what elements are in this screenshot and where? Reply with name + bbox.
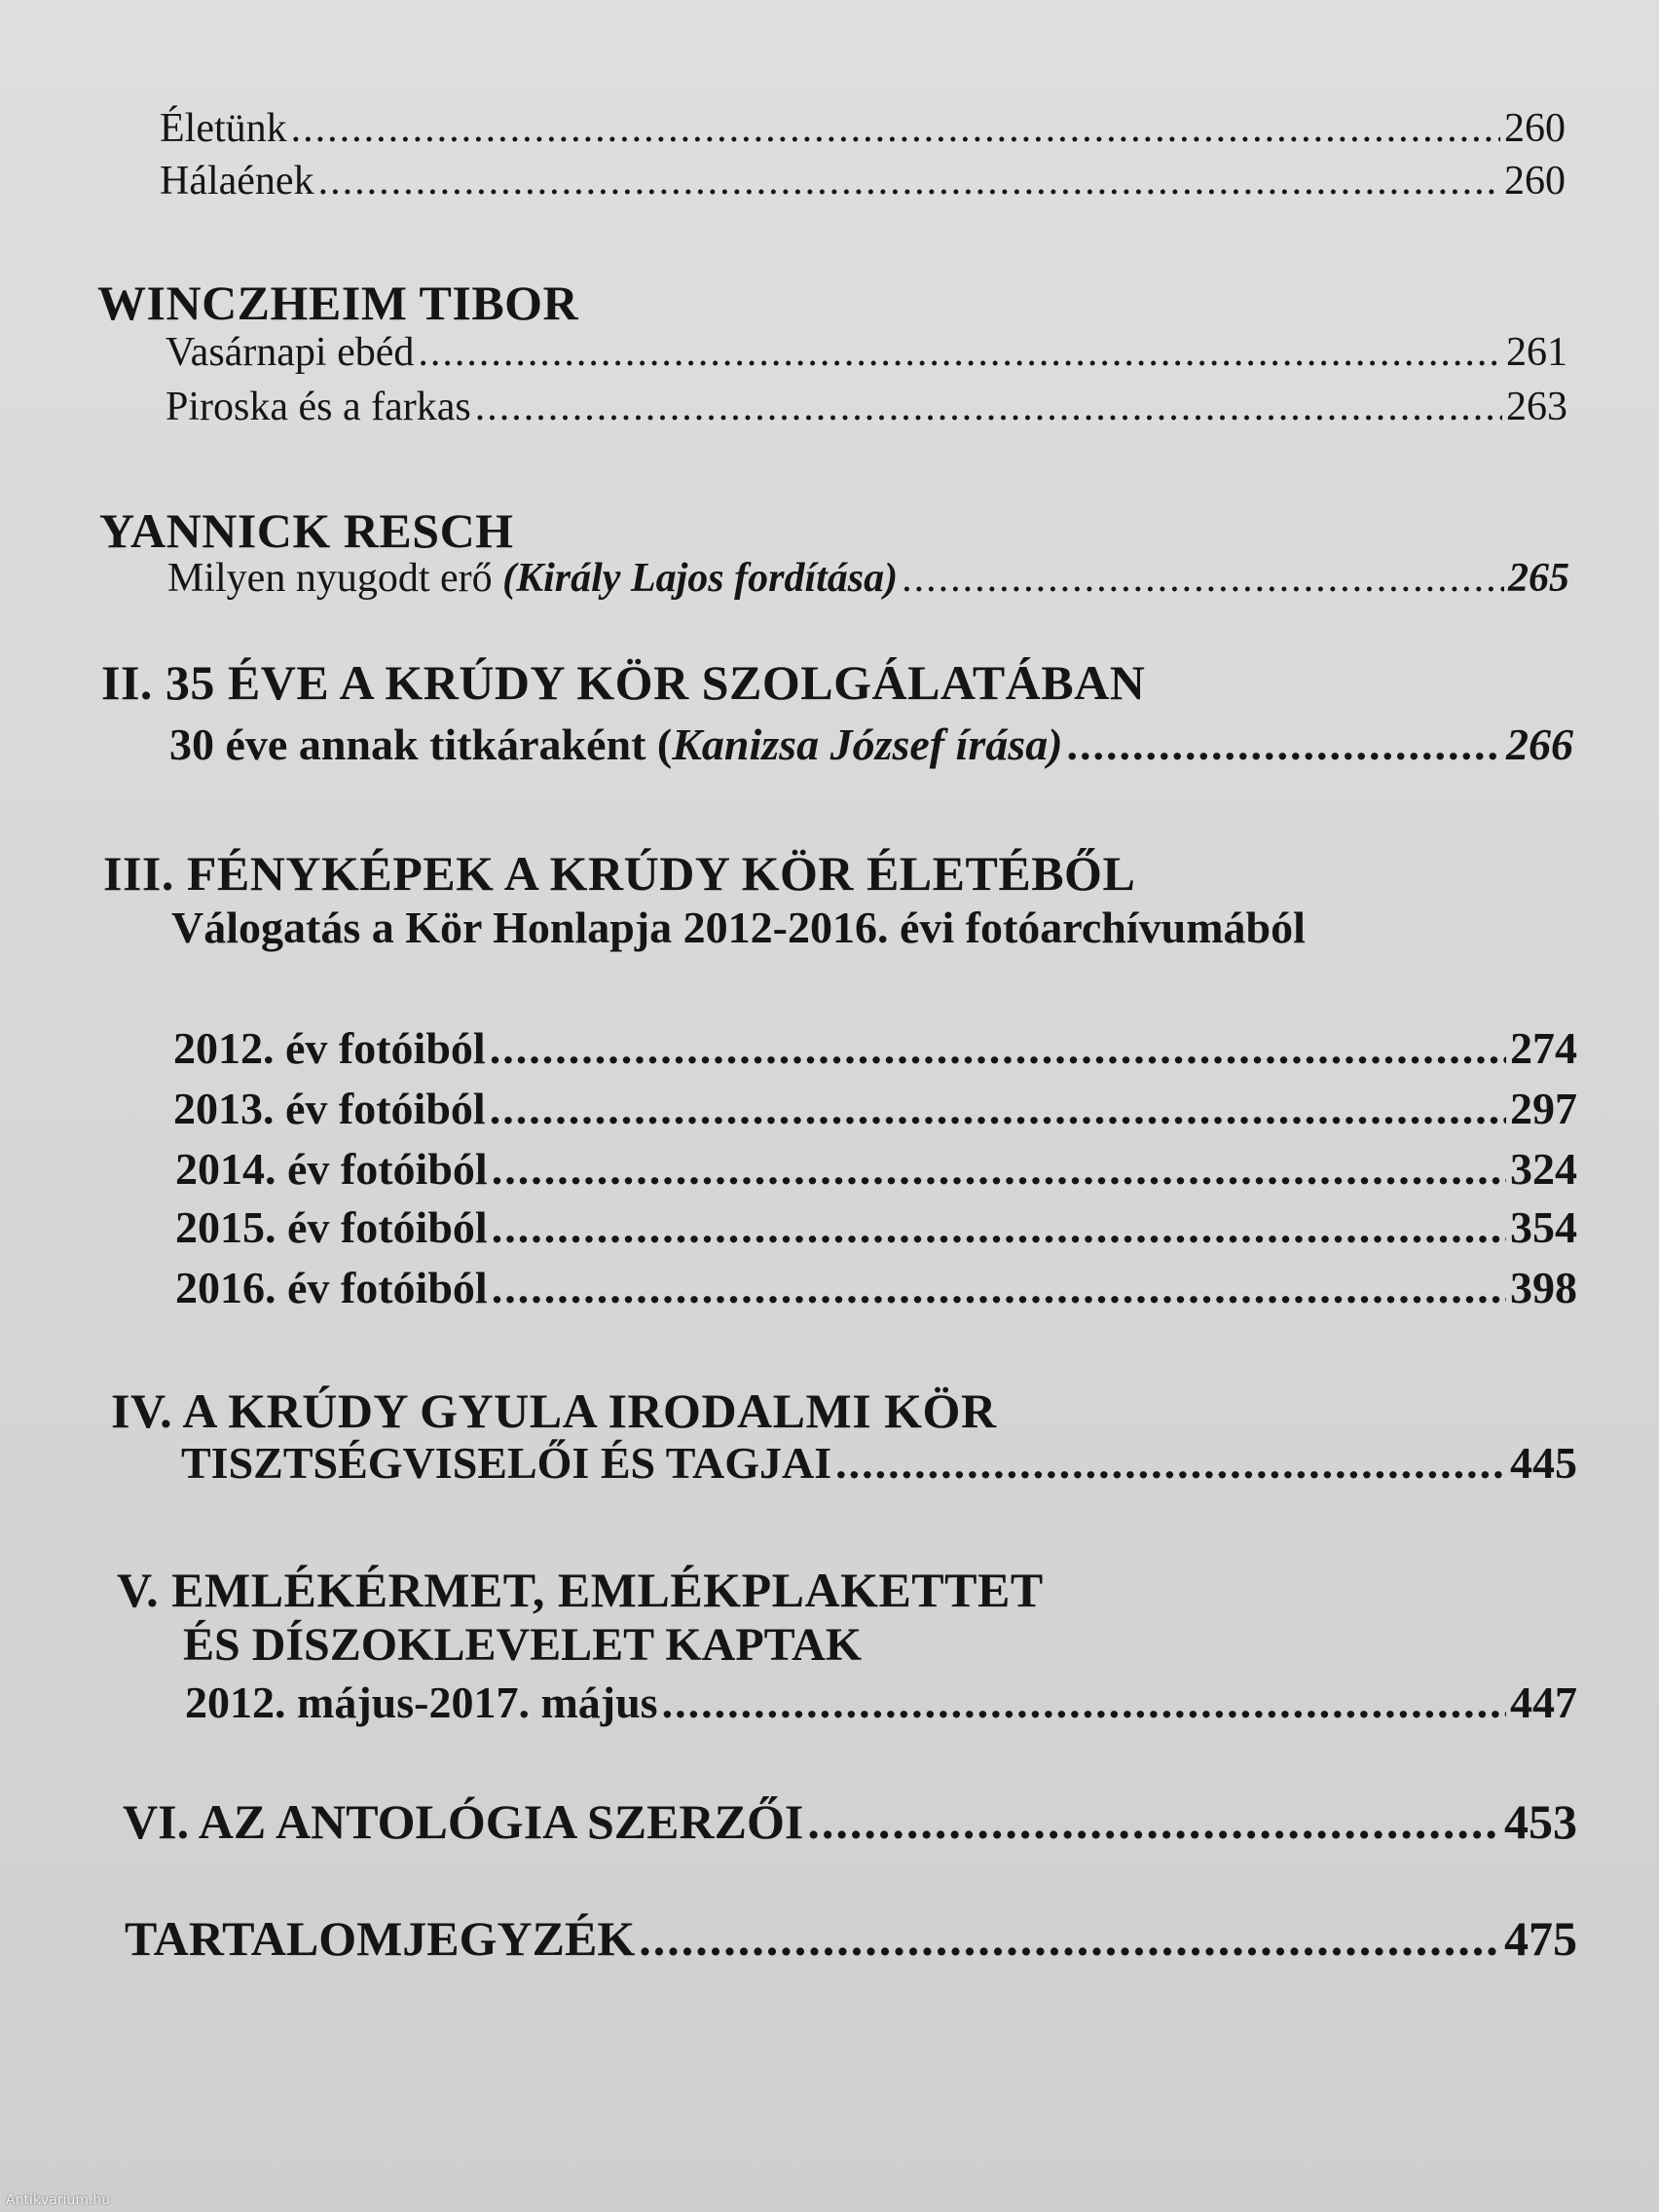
toc-entry (175, 1262, 1577, 1313)
toc-entry (173, 1083, 1577, 1134)
toc-entry-page: 354 (1510, 1202, 1577, 1252)
toc-entry-author: Kanizsa József írása) (672, 719, 1063, 769)
leader-dots (490, 1083, 1506, 1134)
toc-entry-page: 260 (1504, 159, 1566, 203)
toc-entry-title: VI. AZ ANTOLÓGIA SZERZŐI (123, 1794, 804, 1849)
toc-entry-page: 263 (1506, 385, 1567, 429)
toc-entry-title: Vasárnapi ebéd (166, 330, 415, 375)
toc-entry-title: 2014. év fotóiból (175, 1144, 488, 1194)
watermark: Antikvarium.hu (6, 2193, 111, 2208)
toc-entry-title: 2015. év fotóiból (175, 1202, 488, 1252)
leader-dots (835, 1437, 1506, 1489)
section-subheading: ÉS DÍSZOKLEVELET KAPTAK (183, 1619, 863, 1671)
toc-entry-title: Milyen nyugodt erő (167, 556, 493, 601)
author-heading: WINCZHEIM TIBOR (97, 276, 579, 330)
toc-entry-title: Hálaének (160, 159, 314, 203)
toc-entry-page: 398 (1510, 1263, 1577, 1312)
toc-entry (160, 105, 1566, 152)
toc-entry (166, 384, 1567, 430)
leader-dots (902, 555, 1504, 602)
toc-entry (160, 158, 1566, 204)
toc-entry-page: 475 (1504, 1911, 1577, 1966)
leader-dots (492, 1201, 1506, 1253)
toc-entry-title: TARTALOMJEGYZÉK (125, 1911, 636, 1966)
toc-entry (175, 1201, 1577, 1253)
section-subheading: Válogatás a Kör Honlapja 2012-2016. évi fotóarchívumából (171, 903, 1306, 952)
toc-entry-page: 265 (1508, 556, 1569, 601)
leader-dots (639, 1910, 1500, 1967)
toc-entry (181, 1437, 1577, 1489)
section-heading: III. FÉNYKÉPEK A KRÚDY KÖR ÉLETÉBŐL (103, 846, 1136, 901)
toc-entry-page: 453 (1504, 1794, 1577, 1849)
toc-entry (166, 329, 1567, 376)
toc-entry-page: 324 (1510, 1144, 1577, 1194)
leader-dots (1067, 719, 1502, 770)
toc-entry (123, 1793, 1577, 1850)
toc-entry-page: 445 (1510, 1438, 1577, 1488)
toc-entry-title: 2013. év fotóiból (173, 1084, 486, 1133)
toc-entry-title: Piroska és a farkas (166, 385, 471, 429)
toc-entry-page: 447 (1510, 1677, 1577, 1727)
toc-entry (173, 1022, 1577, 1074)
toc-entry (175, 1143, 1577, 1195)
leader-dots (492, 1262, 1506, 1313)
section-heading: IV. A KRÚDY GYULA IRODALMI KÖR (111, 1383, 997, 1438)
author-heading: YANNICK RESCH (99, 503, 514, 558)
toc-entry-title: 2012. május-2017. május (185, 1677, 658, 1727)
leader-dots (475, 384, 1502, 430)
toc-entry-page: 266 (1506, 719, 1573, 769)
toc-entry-page: 261 (1506, 330, 1567, 375)
section-heading: II. 35 ÉVE A KRÚDY KÖR SZOLGÁLATÁBAN (101, 655, 1146, 710)
leader-dots (662, 1677, 1506, 1728)
toc-entry (169, 719, 1573, 770)
leader-dots (418, 329, 1502, 376)
toc-entry-title: 2016. év fotóiból (175, 1263, 488, 1312)
toc-entry-translator: (Király Lajos fordítása) (502, 556, 899, 601)
leader-dots (291, 105, 1500, 152)
toc-entry-page: 260 (1504, 106, 1566, 151)
section-heading: V. EMLÉKÉRMET, EMLÉKPLAKETTET (117, 1563, 1044, 1617)
toc-entry (167, 555, 1569, 602)
toc-entry-title: 2012. év fotóiból (173, 1023, 486, 1073)
toc-entry-title: 30 éve annak titkáraként ( (169, 719, 673, 769)
toc-entry-title: Életünk (160, 106, 287, 151)
toc-entry-page: 297 (1510, 1084, 1577, 1133)
leader-dots (807, 1793, 1500, 1850)
toc-entry (125, 1910, 1577, 1967)
toc-entry (185, 1677, 1577, 1728)
leader-dots (492, 1143, 1506, 1195)
toc-entry-title: TISZTSÉGVISELŐI ÉS TAGJAI (181, 1438, 832, 1488)
toc-entry-page: 274 (1510, 1023, 1577, 1073)
leader-dots (490, 1022, 1506, 1074)
leader-dots (318, 158, 1500, 204)
